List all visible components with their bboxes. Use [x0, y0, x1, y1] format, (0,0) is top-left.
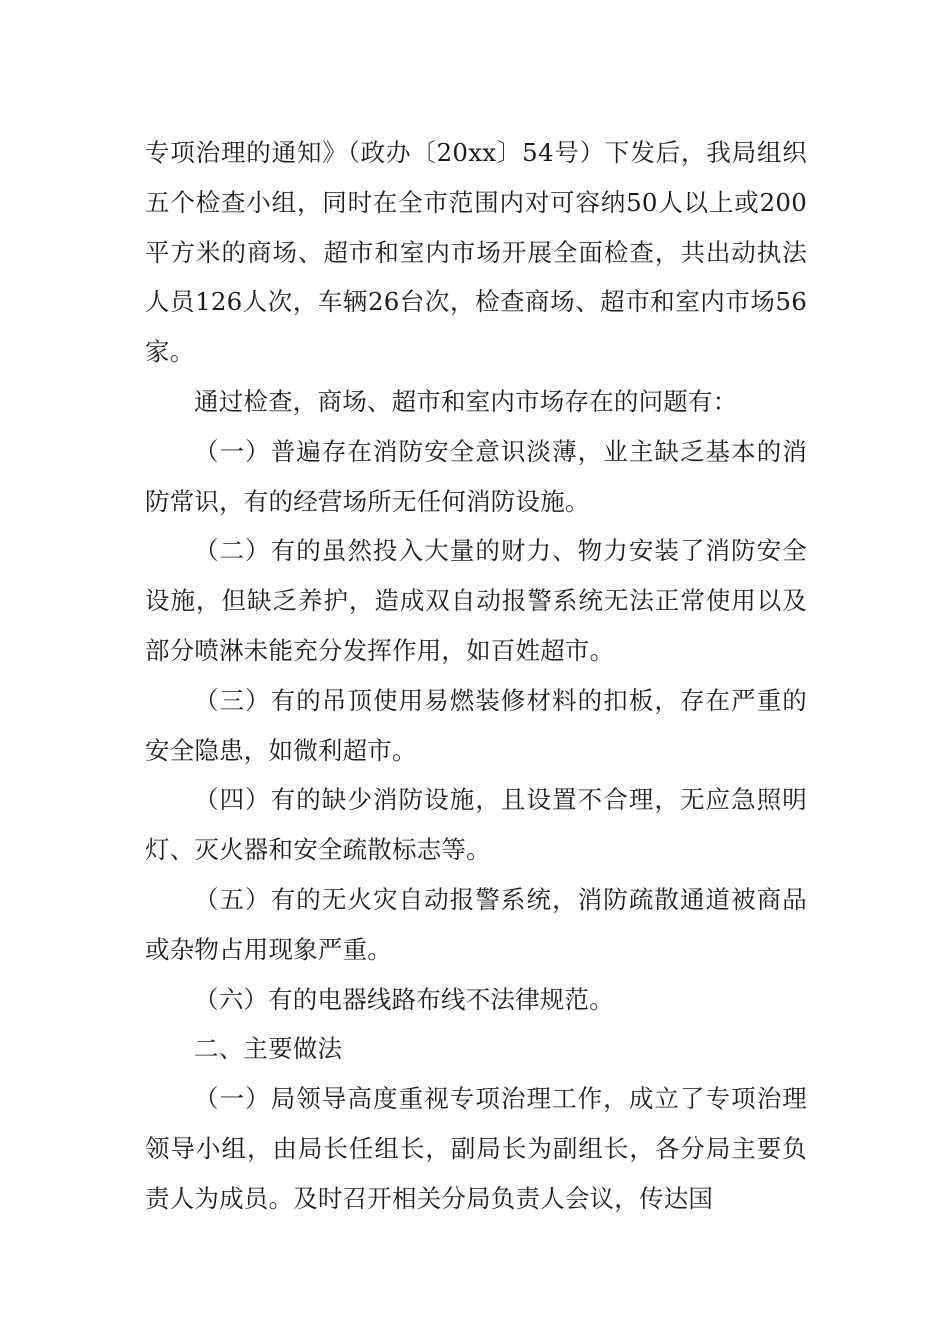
paragraph-measure-1: （一）局领导高度重视专项治理工作，成立了专项治理领导小组，由局长任组长，副局长为副组长，各分局主要负责人为成员。及时召开相关分局负责人会议，传达国 [145, 1084, 807, 1213]
paragraph-problem-2: （二）有的虽然投入大量的财力、物力安装了消防安全设施，但缺乏养护，造成双自动报警系统无法正常使用以及部分喷淋未能充分发挥作用，如百姓超市。 [145, 536, 807, 665]
paragraph-problems-lead: 通过检查，商场、超市和室内市场存在的问题有： [194, 386, 738, 416]
paragraph-problem-5: （五）有的无火灾自动报警系统，消防疏散通道被商品或杂物占用现象严重。 [145, 884, 807, 964]
paragraph-problem-6: （六）有的电器线路布线不法律规范。 [194, 984, 614, 1014]
section-heading-main-measures: 二、主要做法 [194, 1034, 343, 1064]
paragraph-problem-1: （一）普遍存在消防安全意识淡薄，业主缺乏基本的消防常识，有的经营场所无任何消防设施。 [145, 436, 807, 516]
document-page [145, 128, 807, 1224]
paragraph-intro: 专项治理的通知》（政办〔20xx〕54号）下发后，我局组织五个检查小组，同时在全市范围内对可容纳50人以上或200平方米的商场、超市和室内市场开展全面检查，共出动执法人员126人次，车辆26台次，检查商场、超市和室内市场56家。 [145, 138, 807, 367]
paragraph-problem-3: （三）有的吊顶使用易燃装修材料的扣板，存在严重的安全隐患，如微利超市。 [145, 685, 807, 765]
paragraph-problem-4: （四）有的缺少消防设施，且设置不合理，无应急照明灯、灭火器和安全疏散标志等。 [145, 785, 807, 865]
